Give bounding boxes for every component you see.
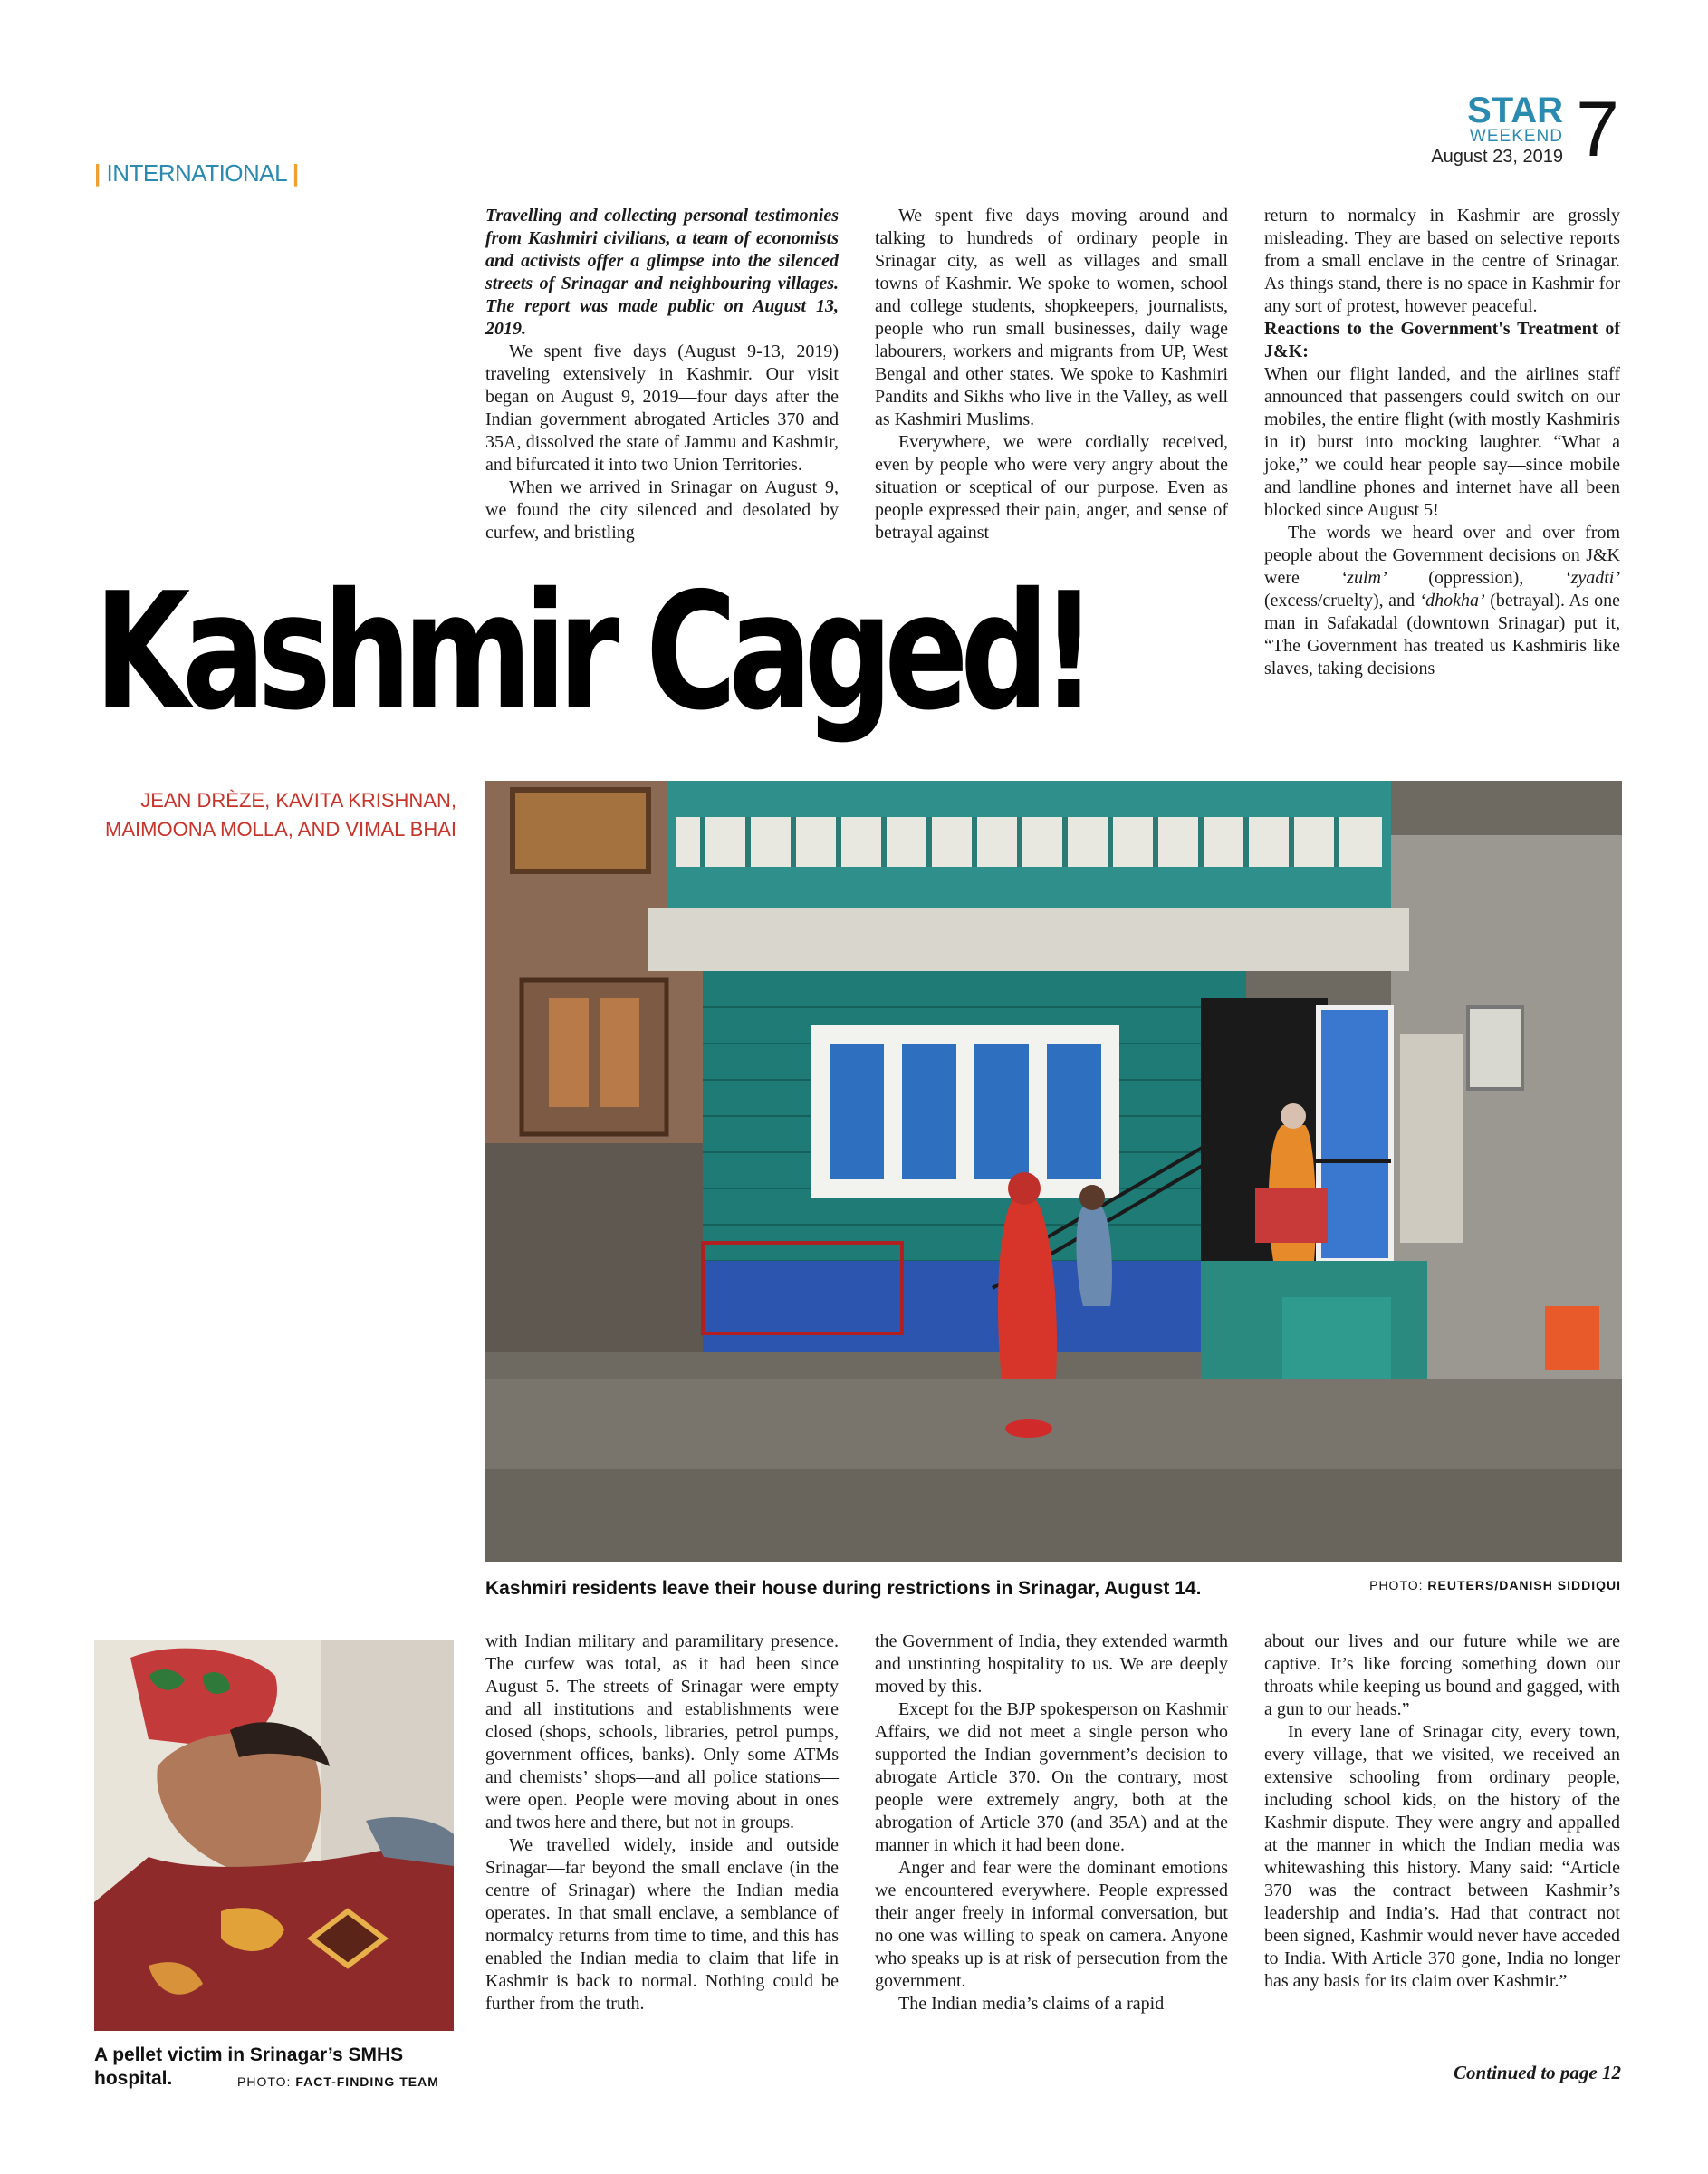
headline: Kashmir Caged! — [94, 558, 1089, 746]
patient-illustration — [94, 1640, 454, 2031]
byline-line: MAIMOONA MOLLA, AND VIMAL BHAI — [105, 818, 456, 841]
paragraph: the Government of India, they extended warmth and unstinting hospitality to us. We are deeply moved by this. — [875, 1631, 1228, 1697]
section-label: INTERNATIONAL — [106, 159, 287, 187]
byline — [94, 786, 456, 844]
top-column-3 — [1264, 205, 1620, 680]
main-photo-caption: Kashmiri residents leave their house during restrictions in Srinagar, August 14. — [485, 1578, 1202, 1599]
brand-star: STAR — [1467, 91, 1563, 130]
paragraph: We spent five days (August 9-13, 2019) traveling extensively in Kashmir. Our visit began on August 9, 2019—four days after the Indian government abrogated Articles 370 and 35A, dissolved the state of Jammu and Kashmir, and bifurcated it into two Union Territories. — [485, 341, 839, 475]
paragraph: Anger and fear were the dominant emotions we encountered everywhere. People expressed their anger freely in informal conversation, but no one was willing to speak on camera. Anyone who speaks up is at risk of persecution from the government. — [875, 1858, 1228, 1991]
brand-weekend: WEEKEND — [1469, 127, 1563, 146]
paragraph: We travelled widely, inside and outside Srinagar—far beyond the small enclave (in the centre of Srinagar) where the Indian media operates. In that small enclave, a semblance of normalcy returns from time to time, and this has enabled the Indian media to claim that life in Kashmir is back to normal. Nothing could be further from the truth. — [485, 1835, 839, 2014]
issue-date: August 23, 2019 — [1431, 147, 1563, 167]
paragraph: In every lane of Srinagar city, every town, every village, that we visited, we received an extensive schooling from ordinary people, including school kids, on the history of the Kashmir dispute. They were angry and appalled at the manner in which the Indian media was whitewashing this history. Many said: “Article 370 was the contract between Kashmir’s leadership and India’s. Had that contract not been signed, Kashmir would never have acceded to India. With Article 370 gone, India no longer has any basis for its claim over Kashmir.” — [1264, 1722, 1620, 1991]
main-photo — [485, 781, 1622, 1562]
side-photo-caption: A pellet victim in Srinagar’s SMHS hospital. — [94, 2044, 404, 2089]
subheading: Reactions to the Government's Treatment of J&K: — [1264, 319, 1620, 361]
top-column-1 — [485, 205, 839, 544]
section-divider: | — [292, 159, 299, 187]
section-tag — [94, 159, 299, 188]
continued-link[interactable]: Continued to page 12 — [1454, 2062, 1621, 2083]
page-number: 7 — [1576, 86, 1619, 173]
side-photo-credit: PHOTO: FACT-FINDING TEAM — [237, 2074, 439, 2089]
bottom-column-3 — [1264, 1630, 1620, 1993]
paragraph: When our flight landed, and the airlines staff announced that passengers could switch on our mobiles, the entire flight (with mostly Kashmiris in it) burst into mocking laughter. “What a joke,” we could hear people say—since mobile and landline phones and internet have all been blocked since August 5! — [1264, 364, 1620, 520]
paragraph: Except for the BJP spokesperson on Kashmir Affairs, we did not meet a single person who supported the Indian government’s decision to abrogate Article 370. On the contrary, most people were extremely angry, both at the abrogation of Article 370 (and 35A) and at the manner in which it had been done. — [875, 1699, 1228, 1855]
side-photo — [94, 1640, 454, 2031]
paragraph: When we arrived in Srinagar on August 9, we found the city silenced and desolated by curfew, and bristling — [485, 477, 839, 543]
house-illustration — [485, 781, 1622, 1562]
paragraph: with Indian military and paramilitary presence. The curfew was total, as it had been since August 5. The streets of Srinagar were empty and all institutions and establishments were closed (shops, schools, libraries, petrol pumps, government offices, banks). Only some ATMs and chemists’ shops—and all police stations—were open. People were moving about in ones and twos here and there, but not in groups. — [485, 1631, 839, 1833]
bottom-column-1 — [485, 1630, 839, 2015]
masthead — [1384, 86, 1619, 181]
article-lede: Travelling and collecting personal testimonies from Kashmiri civilians, a team of economists and activists offer a glimpse into the silenced streets of Srinagar and neighbouring villages. The report was made public on August 13, 2019. — [485, 206, 839, 339]
main-photo-credit: PHOTO: REUTERS/DANISH SIDDIQUI — [1369, 1578, 1621, 1592]
paragraph: return to normalcy in Kashmir are grossly misleading. They are based on selective reports from a small enclave in the centre of Srinagar. As things stand, there is no space in Kashmir for any sort of protest, however peaceful. — [1264, 206, 1620, 316]
paragraph: The words we heard over and over from people about the Government decisions on J&K were ‘zulm’ (oppression), ‘zyadti’ (excess/cruelty), and ‘dhokha’ (betrayal). As one man in Safakadal (downtown Srinagar) put it, “The Government has treated us Kashmiris like slaves, taking decisions — [1264, 523, 1621, 678]
paragraph: about our lives and our future while we are captive. It’s like forcing something down our throats while keeping us bound and gagged, with a gun to our heads.” — [1264, 1631, 1620, 1719]
top-column-2 — [875, 205, 1228, 544]
section-divider: | — [94, 159, 101, 187]
paragraph: We spent five days moving around and talking to hundreds of ordinary people in Srinagar city, as well as villages and small towns of Kashmir. We spoke to women, school and college students, shopkeepers, journalists, people who run small businesses, daily wage labourers, workers and migrants from UP, West Bengal and other states. We spoke to Kashmiri Pandits and Sikhs who live in the Valley, as well as Kashmiri Muslims. — [875, 206, 1228, 429]
bottom-column-2 — [875, 1630, 1228, 2015]
byline-line: JEAN DRÈZE, KAVITA KRISHNAN, — [140, 789, 456, 812]
paragraph: The Indian media’s claims of a rapid — [898, 1994, 1165, 2014]
paragraph: Everywhere, we were cordially received, even by people who were very angry about the situation or sceptical of our purpose. Even as people expressed their pain, anger, and sense of betrayal against — [875, 432, 1228, 543]
